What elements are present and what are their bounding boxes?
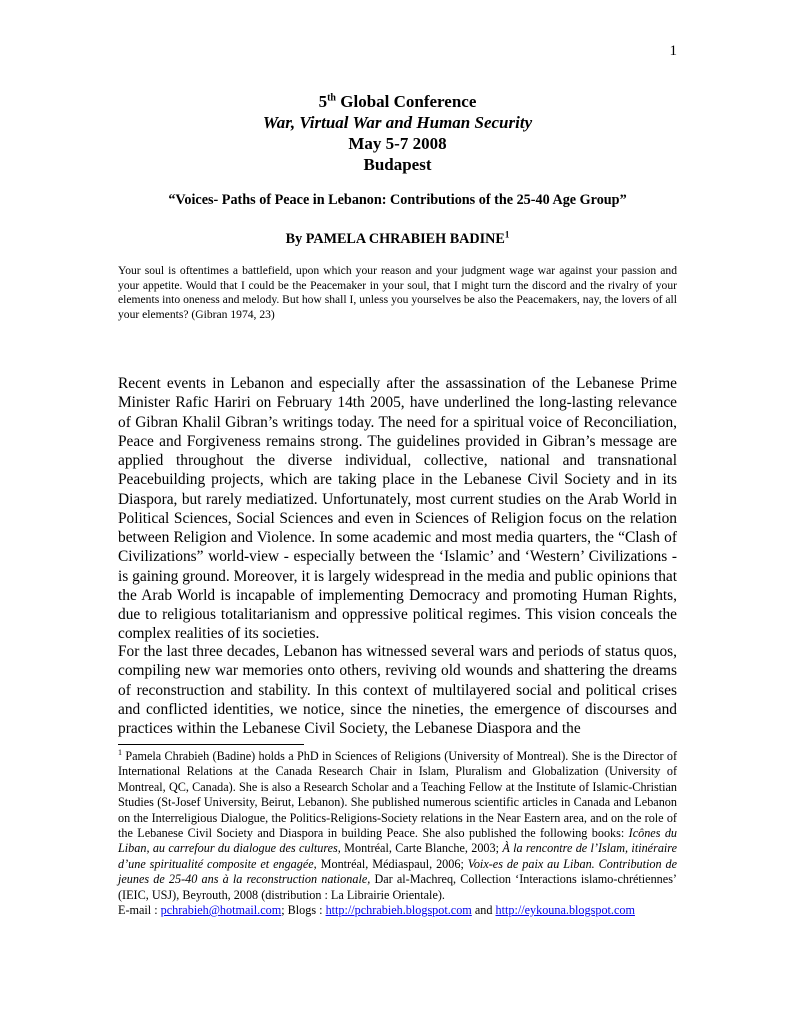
conference-city: Budapest [363,155,432,174]
body-paragraph-1: Recent events in Lebanon and especially after the assassination of the Lebanese Prime Minister Rafic Hariri on February 14th 2005, have underlined the long-lasting relevance of Gibran Khalil Gibran’s writings today. The need for a spiritual voice of Reconciliation, Peace and Forgiveness remains strong. The guidelines provided in Gibran’s message are applied throughout the diverse individual, collective, national and transnational Peacebuilding projects, which are taking place in the Lebanese Civil Society and in its Diaspora, but rarely mediatized. Unfortunately, most current studies on the Arab World in Political Sciences, Social Sciences and even in Sciences of Religion focus on the relation between Religion and Violence. In some academic and most media quarters, the “Clash of Civilizations” world-view - especially between the ‘Islamic’ and ‘Western’ Civilizations - is gaining ground. Moreover, it is largely widespread in the media and public opinions that the Arab World is incapable of implementing Democracy and promoting Human Rights, due to religious totalitarianism and oppressive political regimes. This vision conceals the complex realities of its societies. [118,375,677,643]
blogs-label: ; Blogs : [281,903,326,918]
conference-dates: May 5-7 2008 [348,134,447,153]
book-publisher-2: Montréal, Médiaspaul, 2006; [316,856,468,871]
conference-number: 5 [318,92,328,111]
conference-ordinal-suffix: th [327,92,336,104]
email-label: E-mail : [118,903,161,918]
footnote-separator [118,744,304,745]
author-line [118,231,677,248]
footnote [118,749,677,918]
paper-title: “Voices- Paths of Peace in Lebanon: Contributions of the 25-40 Age Group” [168,192,627,208]
book-publisher-3: Dar al-Machreq, Collection ‘Interactions islamo-chrétiennes’ (IEIC, USJ), Beyrouth, 2008 (distribution : La Librairie Orientale). [118,872,677,902]
conference-name-line [118,91,677,112]
epigraph-text: Your soul is oftentimes a battlefield, upon which your reason and your judgment wage war against your passion and your appetite. Would that I could be the Peacemaker in your soul, that I might turn the discord and the rivalry of your elements into oneness and melody. But how shall I, unless you yourselves be also the Peacemakers, nay, the lovers of all your elements? (Gibran 1974, 23) [118,264,677,321]
and-text: and [471,903,496,918]
author-name: By PAMELA CHRABIEH BADINE [285,231,505,247]
book-title-3: Voix-es de paix au Liban. Contribution de jeunes de 25-40 ans à la reconstruction nationale, [118,856,678,887]
footnote-text: Pamela Chrabieh (Badine) holds a PhD in Sciences of Religions (University of Montreal). She is the Director of International Relations at the Canada Research Chair in Islam, Pluralism and Globalization (University of Montreal, QC, Canada). She is also a Research Scholar and a Teaching Fellow at the Institute of Islamic-Christian Studies (St-Josef University, Beirut, Lebanon). She published numerous scientific articles in Canada and Lebanon on the Interreligious Dialogue, the Politics-Religions-Society relations in the Near Eastern area, and on the role of the Lebanese Civil Society and Diaspora in building Peace. She also published the following books: [118,749,677,841]
book-title-2: À la rencontre de l’Islam, itinéraire d’une spiritualité composite et engagée, [118,841,678,871]
body-paragraph-2: For the last three decades, Lebanon has witnessed several wars and periods of status quos, compiling new war memories onto others, reviving old wounds and shattering the dreams of reconstruction and stability. In this context of multilayered social and political crises and conflicted identities, we notice, since the nineties, the emergence of discourses and practices within the Lebanese Civil Society, the Lebanese Diaspora and the [118,643,677,737]
footnote-number: 1 [118,747,122,757]
conference-subtitle: War, Virtual War and Human Security [262,113,533,132]
blog-link-2[interactable]: http://eykouna.blogspot.com [495,903,635,918]
book-title-1: Icônes du Liban, au carrefour du dialogue des cultures, [118,826,678,856]
email-link[interactable]: pchrabieh@hotmail.com [160,903,282,918]
page-number: 1 [669,43,677,59]
conference-name: Global Conference [340,92,477,111]
conference-header [118,91,677,175]
blog-link-1[interactable]: http://pchrabieh.blogspot.com [325,903,472,918]
footnote-ref: 1 [504,229,510,240]
book-publisher-1: Montréal, Carte Blanche, 2003; [340,841,503,856]
epigraph [118,264,677,322]
